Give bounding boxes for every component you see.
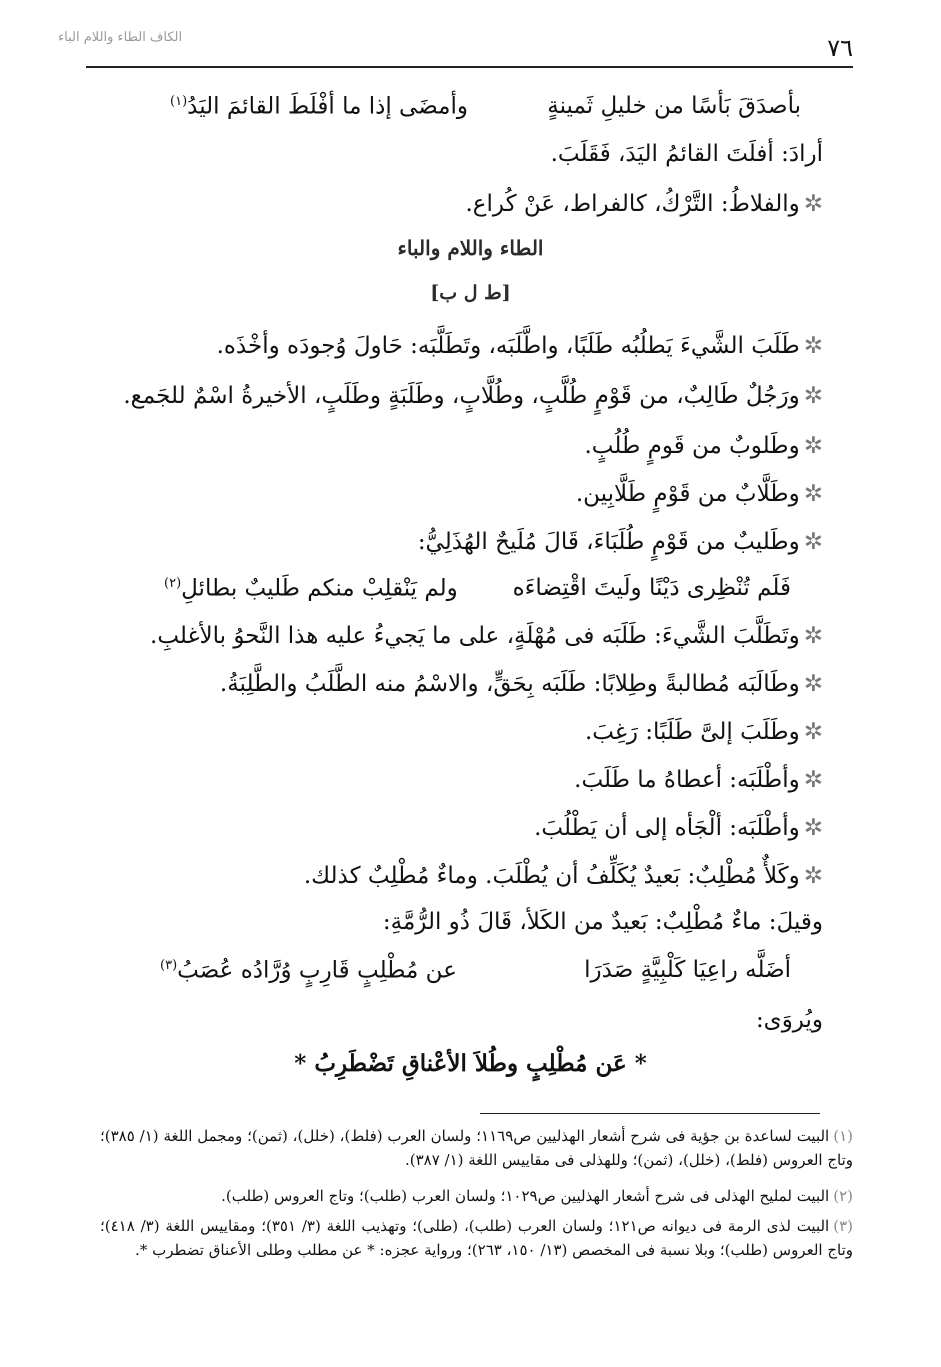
line-7	[116, 524, 823, 560]
running-header: الكاف الطاء واللام الباء	[58, 30, 183, 45]
verse2-second-hemistich	[164, 566, 458, 607]
asterisk-icon: ✲	[803, 191, 823, 217]
asterisk-icon: ✲	[803, 719, 823, 745]
footnote-3-text: البيت لذى الرمة فى ديوانه ص١٢١؛ ولسان العرب (طلب)، (طلى)؛ وتهذيب اللغة (٣/ ٣٥١)؛ ومقاييس اللغة (٣/ ٤١٨)؛ وتاج العروس (طلب)؛ وبلا نسبة فى المخصص (١٣/ ١٥٠، ٢٦٣)؛ ورواية عجزه: * عن مطلب وطلى الأعناق تضطرب *.	[100, 1217, 853, 1259]
line-15: ويُروَى:	[755, 1007, 823, 1033]
line-2	[116, 186, 823, 222]
section-heading: الطاء واللام والباء	[397, 236, 544, 260]
verse3-second-text: عن مُطْلِبٍ قَارِبٍ وُرَّادُه عُصَبُ	[177, 957, 457, 984]
line-3-text: طَلَبَ الشَّيءَ يَطلُبُه طَلَبًا، واطَّلَبَه، وتَطَلَّبَه: حَاولَ وُجودَه وأخْذَه.	[216, 333, 800, 359]
root-heading: [ط ل ب]	[430, 282, 511, 304]
line-6	[116, 476, 823, 512]
asterisk-icon: ✲	[803, 623, 823, 649]
asterisk-icon: ✲	[803, 863, 823, 889]
line-16: * عَن مُطْلِبٍ وطُلاَ الأعْناقِ تَضْطَرِبُ *	[294, 1050, 647, 1077]
line-13	[116, 858, 823, 894]
line-10-text: وطَلَبَ إلىَّ طَلَبًا: رَغِبَ.	[584, 719, 800, 745]
footnote-1	[100, 1124, 853, 1172]
line-9-text: وطَالَبَه مُطالبةً وطِلابًا: طَلَبَه بِحَقٍّ، والاسْمُ منه الطَّلَبُ والطَّلِبَةُ.	[219, 671, 800, 697]
footnote-rule	[480, 1113, 820, 1114]
asterisk-icon: ✲	[803, 383, 823, 409]
line-10	[116, 714, 823, 750]
asterisk-icon: ✲	[803, 671, 823, 697]
verse2-first-hemistich: فَلَم تُنْظِرى دَيْنًا ولَيتَ اقْتِضاءَه	[512, 575, 791, 601]
footnote-1-number: (١)	[833, 1127, 854, 1145]
line-5-text: وطَلوبٌ من قَومٍ طُلُبٍ.	[584, 433, 800, 459]
footnote-2-number: (٢)	[833, 1187, 853, 1205]
footnote-2-text: البيت لمليح الهذلى فى شرح أشعار الهذليين ص١٠٢٩؛ ولسان العرب (طلب)؛ وتاج العروس (طلب).	[221, 1187, 830, 1205]
line-9	[116, 666, 823, 702]
footnote-ref-2: (٢)	[164, 576, 182, 591]
asterisk-icon: ✲	[803, 529, 823, 555]
verse3-second-hemistich	[160, 948, 457, 989]
line-11	[116, 762, 823, 798]
asterisk-icon: ✲	[803, 333, 823, 359]
line-8-text: وتَطَلَّبَ الشَّيءَ: طَلَبَه فى مُهْلَةٍ، على ما يَجيءُ عليه هذا النَّحوُ بالأغلبِ.	[150, 623, 800, 649]
asterisk-icon: ✲	[803, 433, 823, 459]
line-12-text: وأطْلَبَه: ألْجَأه إلى أن يَطْلُبَ.	[534, 815, 800, 841]
footnote-1-text: البيت لساعدة بن جؤية فى شرح أشعار الهذليين ص١١٦٩؛ ولسان العرب (فلط)، (خلل)، (ثمن)؛ ومجمل اللغة (١/ ٣٨٥)؛ وتاج العروس (فلط)، (خلل)، (ثمن)؛ وللهذلى فى مقاييس اللغة (١/ ٣٨٧).	[100, 1127, 853, 1169]
line-11-text: وأطْلَبَه: أعطاهُ ما طَلَبَ.	[574, 767, 800, 793]
line-3	[116, 328, 823, 364]
line-4	[100, 378, 823, 414]
asterisk-icon: ✲	[803, 767, 823, 793]
line-12	[116, 810, 823, 846]
header-rule	[86, 66, 853, 68]
asterisk-icon: ✲	[803, 815, 823, 841]
verse1-second-hemistich	[170, 84, 468, 125]
line-1: أرادَ: أفلَتَ القائمُ اليَدَ، فَقَلَبَ.	[550, 141, 823, 167]
line-14: وقيلَ: ماءٌ مُطْلِبٌ: بَعيدٌ من الكَلأ، قَالَ ذُو الرُّمَّةِ:	[382, 909, 823, 935]
footnote-2	[100, 1184, 853, 1208]
asterisk-icon: ✲	[803, 481, 823, 507]
footnote-ref-3: (٣)	[160, 958, 178, 973]
footnote-ref-1: (١)	[170, 94, 188, 109]
line-13-text: وكَلأٌ مُطْلِبٌ: بَعيدٌ يُكَلِّفُ أن يُطْلَبَ. وماءٌ مُطْلِبٌ كذلك.	[303, 863, 800, 889]
footnote-3-number: (٣)	[833, 1217, 853, 1235]
verse2-second-text: ولم يَنْقلِبْ منكم طَليبٌ بطائلِ	[181, 575, 458, 602]
verse3-first-hemistich: أضَلَّه راعِيَا كَلْبِيَّةٍ صَدَرَا	[584, 957, 791, 983]
line-2-text: والفلاطُ: التَّرْكُ، كالفراط، عَنْ كُراع.	[465, 191, 800, 217]
line-6-text: وطَلَّابٌ من قَوْمٍ طَلَّابِين.	[575, 481, 800, 507]
line-8	[116, 618, 823, 654]
line-4-text: ورَجُلٌ طَالِبٌ، من قَوْمٍ طُلَّبٍ، وطُلَّابٍ، وطَلَبَةٍ وطَلَبٍ، الأخيرةُ اسْمٌ للجَمع.	[123, 383, 800, 409]
footnote-3	[100, 1214, 853, 1262]
verse1-first-hemistich: بأصدَقَ بَأسًا من خليلِ ثَمينةٍ	[547, 93, 801, 119]
line-7-text: وطَليبٌ من قَوْمٍ طُلَبَاءَ، قَالَ مُلَيحٌ الهُذَلِيُّ:	[417, 529, 800, 555]
line-5	[116, 428, 823, 464]
verse1-second-text: وأمضَى إذا ما أفْلَطَ القائمَ اليَدُ	[187, 93, 468, 120]
page-number: ٧٦	[827, 34, 853, 62]
